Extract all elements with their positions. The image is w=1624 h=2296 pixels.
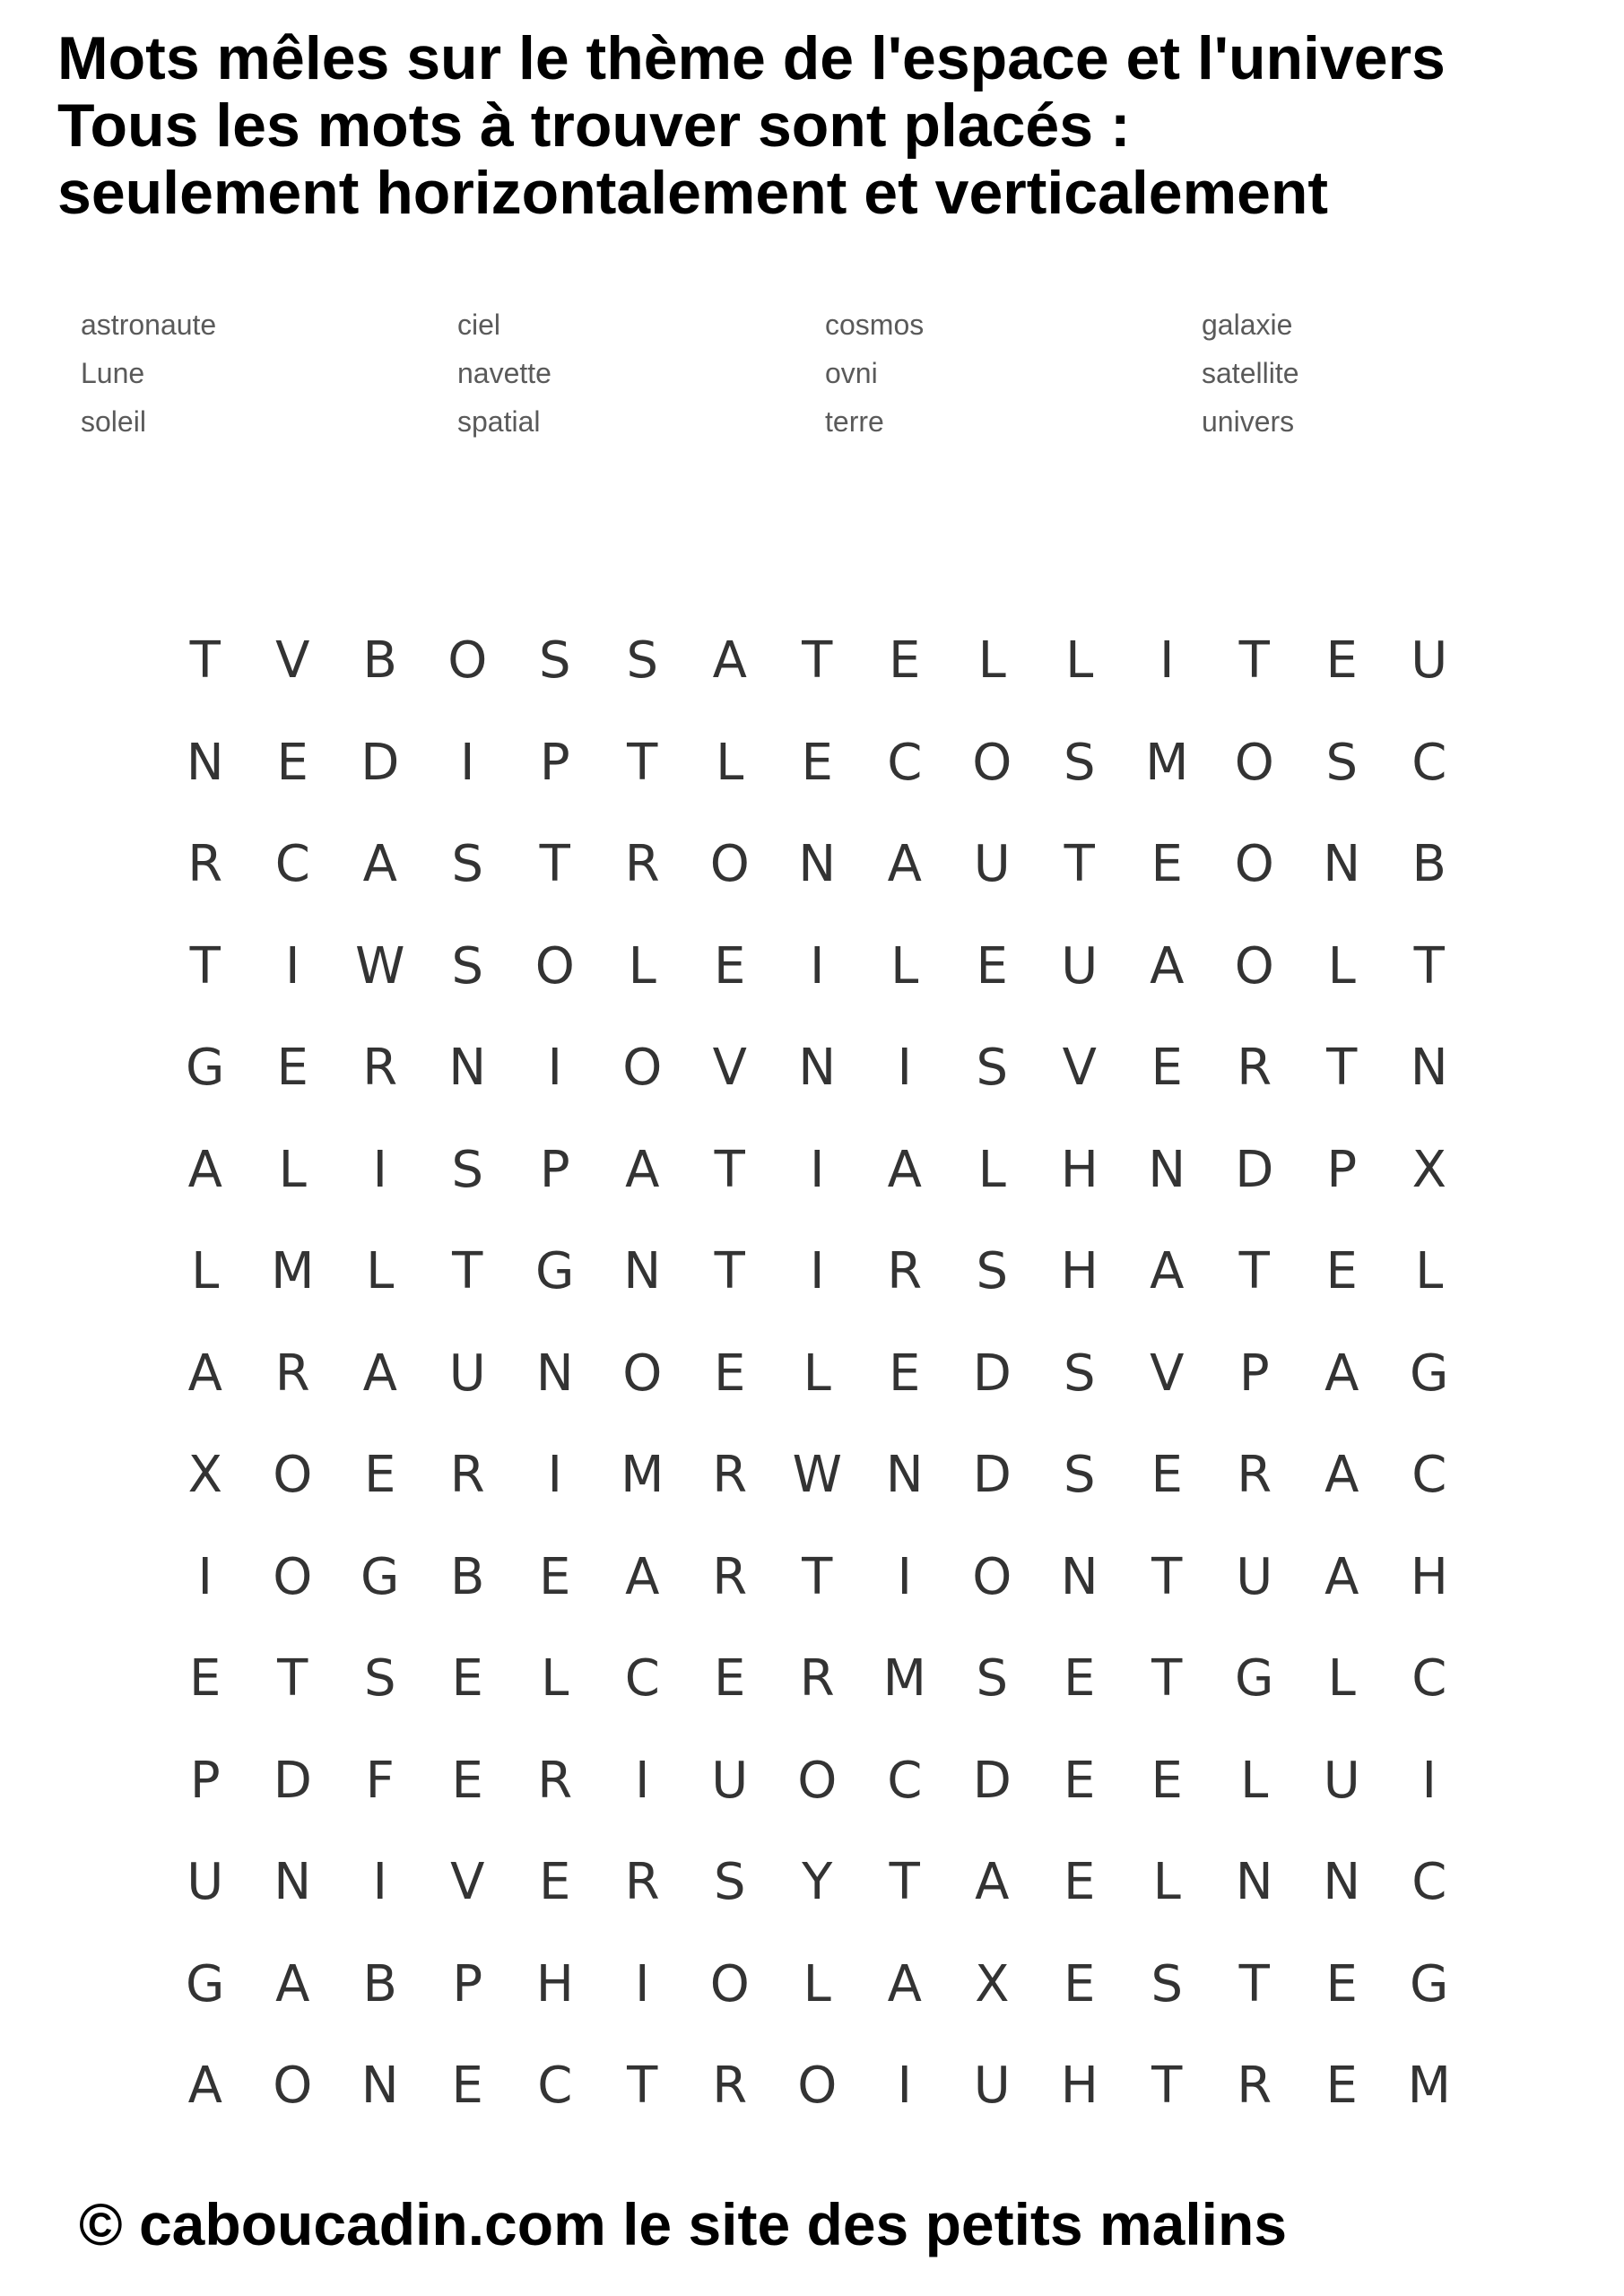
page-header <box>57 25 1582 227</box>
grid-cell: V <box>275 631 310 690</box>
grid-cell: E <box>1064 1853 1096 1911</box>
grid-cell: E <box>1325 1954 1358 2013</box>
grid-cell: T <box>714 1242 745 1300</box>
grid-cell: L <box>716 733 744 792</box>
grid-cell: O <box>972 1547 1012 1606</box>
grid-cell: T <box>539 835 570 893</box>
grid-cell: E <box>976 936 1008 996</box>
grid-cell: C <box>1411 1446 1447 1504</box>
grid-cell: R <box>274 1344 310 1403</box>
grid-cell: A <box>625 1140 660 1199</box>
grid-cell: S <box>626 631 659 690</box>
grid-cell: M <box>1145 733 1189 792</box>
letter-grid <box>161 610 1480 2137</box>
grid-cell: N <box>798 1039 837 1097</box>
grid-cell: L <box>541 1649 569 1708</box>
grid-cell: T <box>1064 835 1095 893</box>
grid-cell: N <box>1060 1547 1099 1606</box>
grid-cell: W <box>792 1446 842 1504</box>
grid-cell: T <box>189 631 221 690</box>
grid-cell: T <box>1413 936 1445 996</box>
grid-cell: U <box>973 2057 1011 2115</box>
grid-cell: T <box>1326 1039 1358 1097</box>
grid-cell: T <box>1151 1649 1183 1708</box>
grid-cell: H <box>1060 1140 1099 1199</box>
grid-cell: O <box>972 733 1012 792</box>
grid-cell: R <box>187 835 223 893</box>
grid-cell: O <box>1234 733 1274 792</box>
grid-cell: B <box>450 1547 485 1606</box>
grid-cell: I <box>809 936 825 996</box>
grid-cell: T <box>1238 1954 1270 2013</box>
grid-cell: L <box>1240 1751 1269 1810</box>
grid-cell: M <box>621 1446 664 1504</box>
grid-cell: E <box>1151 1751 1183 1810</box>
grid-cell: E <box>189 1649 221 1708</box>
grid-cell: R <box>712 1547 748 1606</box>
grid-cell: S <box>451 936 484 996</box>
grid-cell: E <box>451 1751 483 1810</box>
grid-cell: E <box>1151 835 1183 893</box>
grid-cell: L <box>278 1140 307 1199</box>
grid-cell: H <box>535 1954 574 2013</box>
grid-cell: I <box>459 733 475 792</box>
grid-cell: D <box>273 1751 312 1810</box>
grid-cell: N <box>274 1853 312 1911</box>
grid-cell: M <box>271 1242 315 1300</box>
grid-cell: U <box>1323 1751 1360 1810</box>
grid-cell: B <box>362 1954 397 2013</box>
grid-cell: I <box>372 1853 387 1911</box>
grid-cell: T <box>1151 2057 1183 2115</box>
grid-cell: E <box>451 1649 483 1708</box>
grid-cell: E <box>276 1039 308 1097</box>
grid-cell: O <box>534 936 575 996</box>
grid-cell: U <box>448 1344 486 1403</box>
grid-cell: S <box>1325 733 1359 792</box>
word-list-item: cosmos <box>825 309 925 341</box>
grid-cell: G <box>1410 1344 1449 1403</box>
grid-cell: A <box>275 1954 310 2013</box>
grid-cell: R <box>1237 2057 1272 2115</box>
grid-cell: L <box>803 1344 831 1403</box>
grid-cell: A <box>887 835 922 893</box>
grid-cell: S <box>451 1140 484 1199</box>
grid-cell: I <box>372 1140 387 1199</box>
grid-cell: P <box>1326 1140 1358 1199</box>
grid-cell: R <box>624 835 660 893</box>
word-list-item: spatial <box>457 405 541 438</box>
grid-cell: I <box>634 1954 650 2013</box>
grid-cell: P <box>539 1140 570 1199</box>
grid-cell: R <box>887 1242 923 1300</box>
word-list-item: astronaute <box>81 309 217 341</box>
grid-cell: L <box>191 1242 220 1300</box>
grid-cell: E <box>801 733 833 792</box>
word-list-item: Lune <box>81 357 145 389</box>
grid-cell: I <box>809 1242 825 1300</box>
grid-cell: A <box>712 631 747 690</box>
grid-cell: D <box>972 1344 1012 1403</box>
grid-cell: E <box>714 936 746 996</box>
grid-cell: S <box>1063 1344 1096 1403</box>
grid-cell: O <box>797 1751 838 1810</box>
grid-cell: G <box>186 1039 225 1097</box>
grid-cell: C <box>887 1751 923 1810</box>
word-list-item: navette <box>457 357 551 389</box>
grid-cell: D <box>972 1751 1012 1810</box>
grid-cell: A <box>1324 1547 1359 1606</box>
grid-cell: I <box>284 936 300 996</box>
grid-cell: P <box>1238 1344 1270 1403</box>
grid-cell: I <box>897 1039 912 1097</box>
grid-cell: T <box>889 1853 920 1911</box>
grid-cell: S <box>538 631 571 690</box>
grid-cell: R <box>712 2057 748 2115</box>
grid-cell: T <box>277 1649 308 1708</box>
grid-cell: S <box>976 1039 1009 1097</box>
grid-cell: S <box>976 1242 1009 1300</box>
grid-cell: X <box>975 1954 1010 2013</box>
word-list-item: univers <box>1202 405 1295 438</box>
grid-cell: V <box>1062 1039 1097 1097</box>
grid-cell: I <box>897 1547 912 1606</box>
grid-cell: E <box>1064 1954 1096 2013</box>
grid-cell: N <box>448 1039 487 1097</box>
word-list-item: soleil <box>81 405 146 438</box>
grid-cell: E <box>364 1446 396 1504</box>
grid-cell: O <box>709 835 750 893</box>
grid-cell: O <box>797 2057 838 2115</box>
grid-cell: E <box>539 1853 571 1911</box>
grid-cell: D <box>972 1446 1012 1504</box>
grid-cell: N <box>1410 1039 1448 1097</box>
grid-cell: I <box>897 2057 912 2115</box>
grid-cell: R <box>712 1446 748 1504</box>
grid-cell: T <box>1238 631 1270 690</box>
grid-cell: S <box>1151 1954 1184 2013</box>
word-list-item: ciel <box>457 309 501 341</box>
grid-cell: A <box>187 1140 222 1199</box>
grid-cell: I <box>547 1039 562 1097</box>
grid-cell: A <box>887 1954 922 2013</box>
grid-cell: T <box>627 2057 658 2115</box>
word-list-item: galaxie <box>1202 309 1293 341</box>
grid-cell: T <box>802 1547 833 1606</box>
grid-cell: L <box>1327 1649 1356 1708</box>
grid-cell: M <box>1407 2057 1451 2115</box>
grid-cell: M <box>882 1649 926 1708</box>
grid-cell: W <box>355 936 405 996</box>
grid-cell: E <box>1151 1039 1183 1097</box>
grid-cell: V <box>712 1039 747 1097</box>
word-list <box>81 300 1515 446</box>
grid-cell: N <box>1235 1853 1273 1911</box>
grid-cell: S <box>1063 1446 1096 1504</box>
grid-cell: N <box>360 2057 399 2115</box>
grid-cell: O <box>1234 835 1274 893</box>
grid-cell: G <box>535 1242 575 1300</box>
grid-cell: A <box>362 1344 397 1403</box>
grid-cell: T <box>627 733 658 792</box>
grid-cell: U <box>1411 631 1448 690</box>
grid-cell: O <box>709 1954 750 2013</box>
grid-cell: E <box>889 1344 921 1403</box>
grid-cell: E <box>1325 2057 1358 2115</box>
grid-cell: A <box>1150 1242 1185 1300</box>
grid-cell: P <box>452 1954 483 2013</box>
grid-cell: S <box>363 1649 396 1708</box>
grid-cell: L <box>1065 631 1094 690</box>
grid-cell: C <box>1411 1649 1447 1708</box>
grid-cell: L <box>977 631 1006 690</box>
grid-cell: O <box>273 1446 313 1504</box>
grid-cell: L <box>890 936 919 996</box>
grid-cell: O <box>273 2057 313 2115</box>
grid-cell: E <box>451 2057 483 2115</box>
grid-cell: L <box>1152 1853 1181 1911</box>
grid-cell: A <box>362 835 397 893</box>
grid-cell: U <box>187 1853 224 1911</box>
grid-cell: O <box>447 631 488 690</box>
grid-cell: L <box>366 1242 395 1300</box>
grid-cell: R <box>449 1446 485 1504</box>
grid-cell: R <box>362 1039 398 1097</box>
grid-cell: U <box>1061 936 1099 996</box>
instruction-line-1: Tous les mots à trouver sont placés : <box>57 91 1131 160</box>
grid-cell: C <box>887 733 923 792</box>
grid-cell: T <box>189 936 221 996</box>
grid-cell: E <box>714 1649 746 1708</box>
grid-cell: R <box>1237 1446 1272 1504</box>
grid-cell: N <box>535 1344 574 1403</box>
grid-cell: R <box>1237 1039 1272 1097</box>
grid-cell: S <box>451 835 484 893</box>
grid-cell: X <box>1411 1140 1446 1199</box>
grid-cell: V <box>1150 1344 1185 1403</box>
grid-cell: R <box>537 1751 573 1810</box>
grid-cell: A <box>1324 1446 1359 1504</box>
grid-cell: P <box>539 733 570 792</box>
grid-cell: U <box>711 1751 749 1810</box>
grid-cell: I <box>1159 631 1175 690</box>
grid-cell: A <box>187 2057 222 2115</box>
grid-cell: O <box>622 1344 663 1403</box>
grid-cell: E <box>1325 1242 1358 1300</box>
grid-cell: A <box>187 1344 222 1403</box>
grid-cell: N <box>1323 1853 1361 1911</box>
grid-cell: N <box>798 835 837 893</box>
word-list-item: terre <box>825 405 884 438</box>
grid-cell: B <box>1411 835 1446 893</box>
grid-cell: E <box>1064 1649 1096 1708</box>
grid-cell: E <box>1064 1751 1096 1810</box>
grid-cell: P <box>189 1751 221 1810</box>
grid-cell: S <box>976 1649 1009 1708</box>
grid-cell: E <box>1151 1446 1183 1504</box>
page-title: Mots mêles sur le thème de l'espace et l'univers <box>57 24 1446 92</box>
grid-cell: G <box>360 1547 400 1606</box>
grid-cell: L <box>628 936 656 996</box>
grid-cell: L <box>977 1140 1006 1199</box>
grid-cell: O <box>622 1039 663 1097</box>
grid-cell: D <box>360 733 400 792</box>
grid-cell: I <box>809 1140 825 1199</box>
grid-cell: U <box>973 835 1011 893</box>
grid-cell: F <box>365 1751 395 1810</box>
grid-cell: T <box>802 631 833 690</box>
grid-cell: G <box>186 1954 225 2013</box>
grid-cell: N <box>885 1446 924 1504</box>
grid-cell: X <box>187 1446 222 1504</box>
footer-credit: © caboucadin.com le site des petits malins <box>79 2191 1288 2257</box>
grid-cell: E <box>714 1344 746 1403</box>
grid-cell: T <box>1151 1547 1183 1606</box>
grid-cell: L <box>1327 936 1356 996</box>
grid-cell: T <box>452 1242 483 1300</box>
grid-cell: R <box>624 1853 660 1911</box>
grid-cell: C <box>624 1649 660 1708</box>
grid-cell: O <box>1234 936 1274 996</box>
grid-cell: B <box>362 631 397 690</box>
grid-cell: E <box>889 631 921 690</box>
grid-cell: S <box>713 1853 746 1911</box>
grid-cell: A <box>625 1547 660 1606</box>
grid-cell: I <box>1421 1751 1437 1810</box>
grid-cell: A <box>887 1140 922 1199</box>
grid-cell: N <box>186 733 224 792</box>
grid-cell: E <box>539 1547 571 1606</box>
grid-cell: A <box>975 1853 1010 1911</box>
grid-cell: I <box>197 1547 213 1606</box>
grid-cell: E <box>1325 631 1358 690</box>
grid-cell: D <box>1235 1140 1274 1199</box>
grid-cell: T <box>714 1140 745 1199</box>
grid-cell: I <box>634 1751 650 1810</box>
grid-cell: C <box>1411 1853 1447 1911</box>
grid-cell: O <box>273 1547 313 1606</box>
grid-cell: L <box>803 1954 831 2013</box>
grid-cell: G <box>1235 1649 1274 1708</box>
grid-cell: L <box>1415 1242 1444 1300</box>
grid-cell: S <box>1063 733 1096 792</box>
grid-cell: R <box>799 1649 835 1708</box>
grid-cell: C <box>1411 733 1447 792</box>
grid-cell: N <box>1148 1140 1186 1199</box>
word-list-item: satellite <box>1202 357 1299 389</box>
word-list-item: ovni <box>825 357 878 389</box>
instruction-line-2: seulement horizontalement et verticalement <box>57 159 1329 227</box>
grid-cell: E <box>276 733 308 792</box>
grid-cell: N <box>623 1242 662 1300</box>
grid-cell: V <box>450 1853 485 1911</box>
grid-cell: A <box>1150 936 1185 996</box>
grid-cell: U <box>1236 1547 1273 1606</box>
grid-cell: N <box>1323 835 1361 893</box>
grid-cell: C <box>537 2057 573 2115</box>
grid-cell: A <box>1324 1344 1359 1403</box>
grid-cell: G <box>1410 1954 1449 2013</box>
grid-cell: C <box>274 835 310 893</box>
grid-cell: H <box>1060 1242 1099 1300</box>
grid-cell: Y <box>802 1853 833 1911</box>
grid-cell: I <box>547 1446 562 1504</box>
grid-cell: T <box>1238 1242 1270 1300</box>
grid-cell: H <box>1060 2057 1099 2115</box>
grid-cell: H <box>1410 1547 1448 1606</box>
